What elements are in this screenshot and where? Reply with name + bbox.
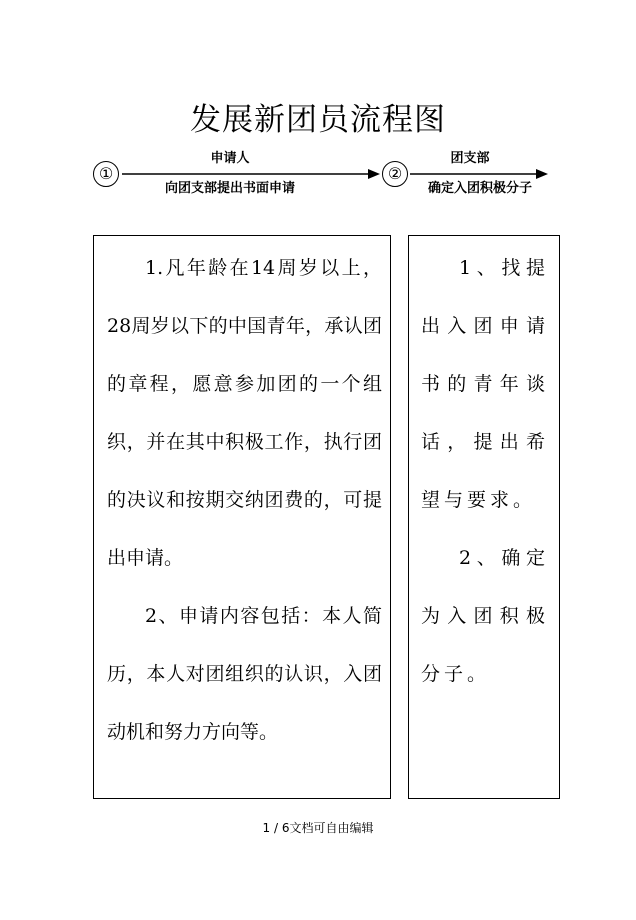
step-2-marker: ②: [382, 161, 408, 187]
arrow-2-action: 确定入团积极分子: [427, 181, 532, 196]
arrow-1-icon: [122, 167, 382, 181]
action-paragraph: 2、确定为入团积极分子。: [421, 547, 549, 685]
applicant-requirements-box: [93, 235, 391, 799]
requirement-paragraph: 2、申请内容包括：本人简历，本人对团组织的认识，入团动机和努力方向等。: [107, 605, 382, 743]
step-1-marker: ①: [93, 161, 119, 187]
page-title: 发展新团员流程图: [190, 102, 446, 138]
branch-actions-box: [408, 235, 560, 799]
arrow-2-actor: 团支部: [450, 151, 490, 166]
action-paragraph: 1、找提出入团申请书的青年谈话，提出希望与要求。: [421, 257, 549, 511]
arrow-1-actor: 申请人: [210, 151, 250, 166]
requirement-paragraph: 1.凡年龄在14周岁以上，28周岁以下的中国青年，承认团的章程，愿意参加团的一个组织，并在其中积极工作，执行团的决议和按期交纳团费的，可提出申请。: [107, 257, 382, 569]
arrow-1-action: 向团支部提出书面申请: [164, 181, 295, 196]
page-footer: 1 / 6文档可自由编辑: [262, 821, 374, 835]
arrow-2-icon: [410, 167, 550, 181]
